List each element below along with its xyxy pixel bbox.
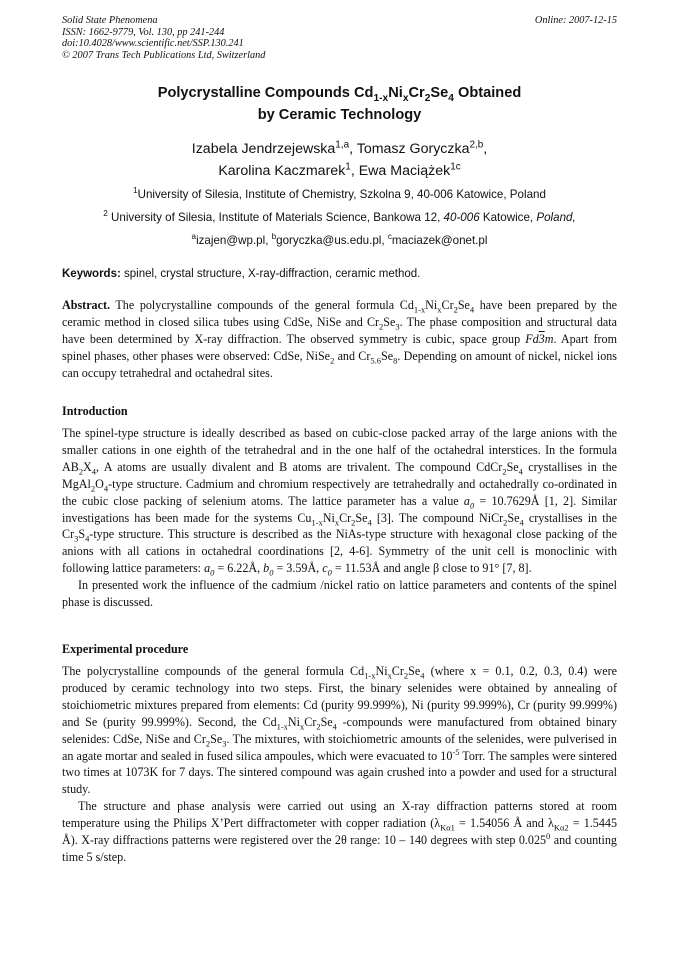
email-a: izajen@wp.pl,	[196, 234, 272, 247]
paper-title	[62, 82, 617, 126]
affiliation-1: $^1$University of Silesia, Institute of Chemistry, Szkolna 9, 40-006 Katowice, Poland	[133, 186, 546, 201]
online-date: Online: 2007-12-15	[534, 15, 617, 26]
experimental-paragraph-1: The polycrystalline compounds of the general formula $Cd_{1-x}Ni_xCr_2Se_4$ (where x = 0.1, 0.2, 0.3, 0.4) were produced by ceramic technology into two steps. First, the binary selenides were obtained by annealing of stoichiometric mixtures prepared from elements: Cd (purity 99.999%), Ni (purity 99.999%), Cr (purity 99.999%) and Se (purity 99.999%). Second, the $Cd_{1-x}Ni_xCr_2Se_4$ -compounds were manufactured from obtained binary selenides: CdSe, NiSe and $Cr_2Se_3$. The mixtures, with stoichiometric amounts of the selenides, were pulverised in an agate mortar and sealed in fused silica ampoules, which were evacuated to $10^{-5}$ Torr. The samples were sintered two times at 1073K for 7 days. The sintered compound was again crushed into a powder and used for a structural study.	[62, 664, 617, 797]
email-b: goryczka@us.edu.pl,	[276, 234, 388, 247]
title-line-2: by Ceramic Technology	[257, 107, 422, 123]
issn-line: ISSN: 1662-9779, Vol. 130, pp 241-244	[62, 26, 225, 38]
email-c: maciazek@onet.pl	[391, 234, 488, 247]
title-line-1: Polycrystalline Compounds $Cd_{1-x}Ni_xCr_2Se_4$ Obtained	[157, 85, 522, 104]
copyright-line: © 2007 Trans Tech Publications Ltd, Switzerland	[62, 49, 266, 61]
journal-header	[62, 15, 617, 61]
authors-line-1: Izabela Jendrzejewska$^{1,a}$, Tomasz Goryczka$^{2,b}$,	[191, 139, 488, 157]
author-list	[62, 138, 617, 182]
journal-name: Solid State Phenomena	[62, 15, 158, 26]
experimental-section	[62, 663, 617, 866]
keywords	[62, 267, 617, 282]
authors-line-2: Karolina Kaczmarek$^1$, Ewa Maciążek$^{1c}$	[218, 161, 461, 179]
doi-line: doi:10.4028/www.scientific.net/SSP.130.241	[62, 38, 244, 50]
abstract-paragraph: Abstract. The polycrystalline compounds of the general formula $Cd_{1-x}Ni_xCr_2Se_4$ have been prepared by the ceramic method in closed silica tubes using CdSe, NiSe and $Cr_2Se_3$. The phase composition and structural data have been determined by X-ray diffraction. The observed symmetry is cubic, space group Fd3m. Apart from spinel phases, other phases were observed: CdSe, NiSe$_2$ and $Cr_{5.6}Se_8$. Depending on amount of nickel, nickel ions can occupy tetrahedral and octahedral sites.	[62, 298, 617, 380]
introduction-heading: Introduction	[62, 404, 128, 418]
keywords-text: spinel, crystal structure, X-ray-diffraction, ceramic method.	[120, 268, 421, 280]
space-group: Fd3m	[525, 331, 554, 346]
keywords-label: Keywords:	[62, 268, 121, 280]
experimental-paragraph-2: The structure and phase analysis were carried out using an X-ray diffraction patterns stored at room temperature using the Philips X’Pert diffractometer with copper radiation ($\lambda_{K\alpha 1} = 1.54056$ Å and $\lambda_{K\alpha 2} = 1.5445$ Å). X-ray diffractions patterns were registered over the 2θ range: 10 – 140 degrees with step 0.025$^0$ and counting time 5 s/step.	[62, 799, 617, 864]
introduction-paragraph-1: The spinel-type structure is ideally described as based on cubic-close packed array of the large anions with the smaller cations in one eighth of the tetrahedral and in the one half of the octahedral interstices. In the formula $AB_2X_4$, A atoms are usually divalent and B atoms are trivalent. The compound $CdCr_2Se_4$ crystallises in the $MgAl_2O_4$-type structure. Cadmium and chromium respectively are tetrahedrally and octahedrally co-ordinated in the cubic close packing of selenium atoms. The lattice parameter has a value $a_0$ = 10.7629Å [1, 2]. Similar investigations has been made for the systems $Cu_{1-x}Ni_xCr_2Se_4$ [3]. The compound $NiCr_2Se_4$ crystallises in the $Cr_3S_4$-type structure. This structure is described as the NiAs-type structure with hexagonal close packing of the anions with all cations in octahedral coordinations [2, 4-6]. Symmetry of the unit cell is monoclinic with following lattice parameters: $a_0$ = 6.22Å, $b_0$ = 3.59Å, $c_0$ = 11.53Å and angle β close to 91° [7, 8].	[62, 426, 618, 578]
introduction-paragraph-2: In presented work the influence of the cadmium /nickel ratio on lattice parameters and contents of the spinel phase is discussed.	[62, 578, 617, 610]
abstract	[62, 297, 617, 382]
introduction-section	[62, 425, 617, 611]
journal-info	[62, 15, 617, 61]
email-addresses: $^a$izajen@wp.pl, $^b$goryczka@us.edu.pl, $^c$maciazek@onet.pl	[191, 232, 488, 247]
affiliation-2: $^2$ University of Silesia, Institute of Materials Science, Bankowa 12, 40-006 Katowice, Poland,	[103, 209, 576, 224]
abstract-label: Abstract.	[62, 298, 111, 312]
experimental-heading: Experimental procedure	[62, 642, 189, 656]
